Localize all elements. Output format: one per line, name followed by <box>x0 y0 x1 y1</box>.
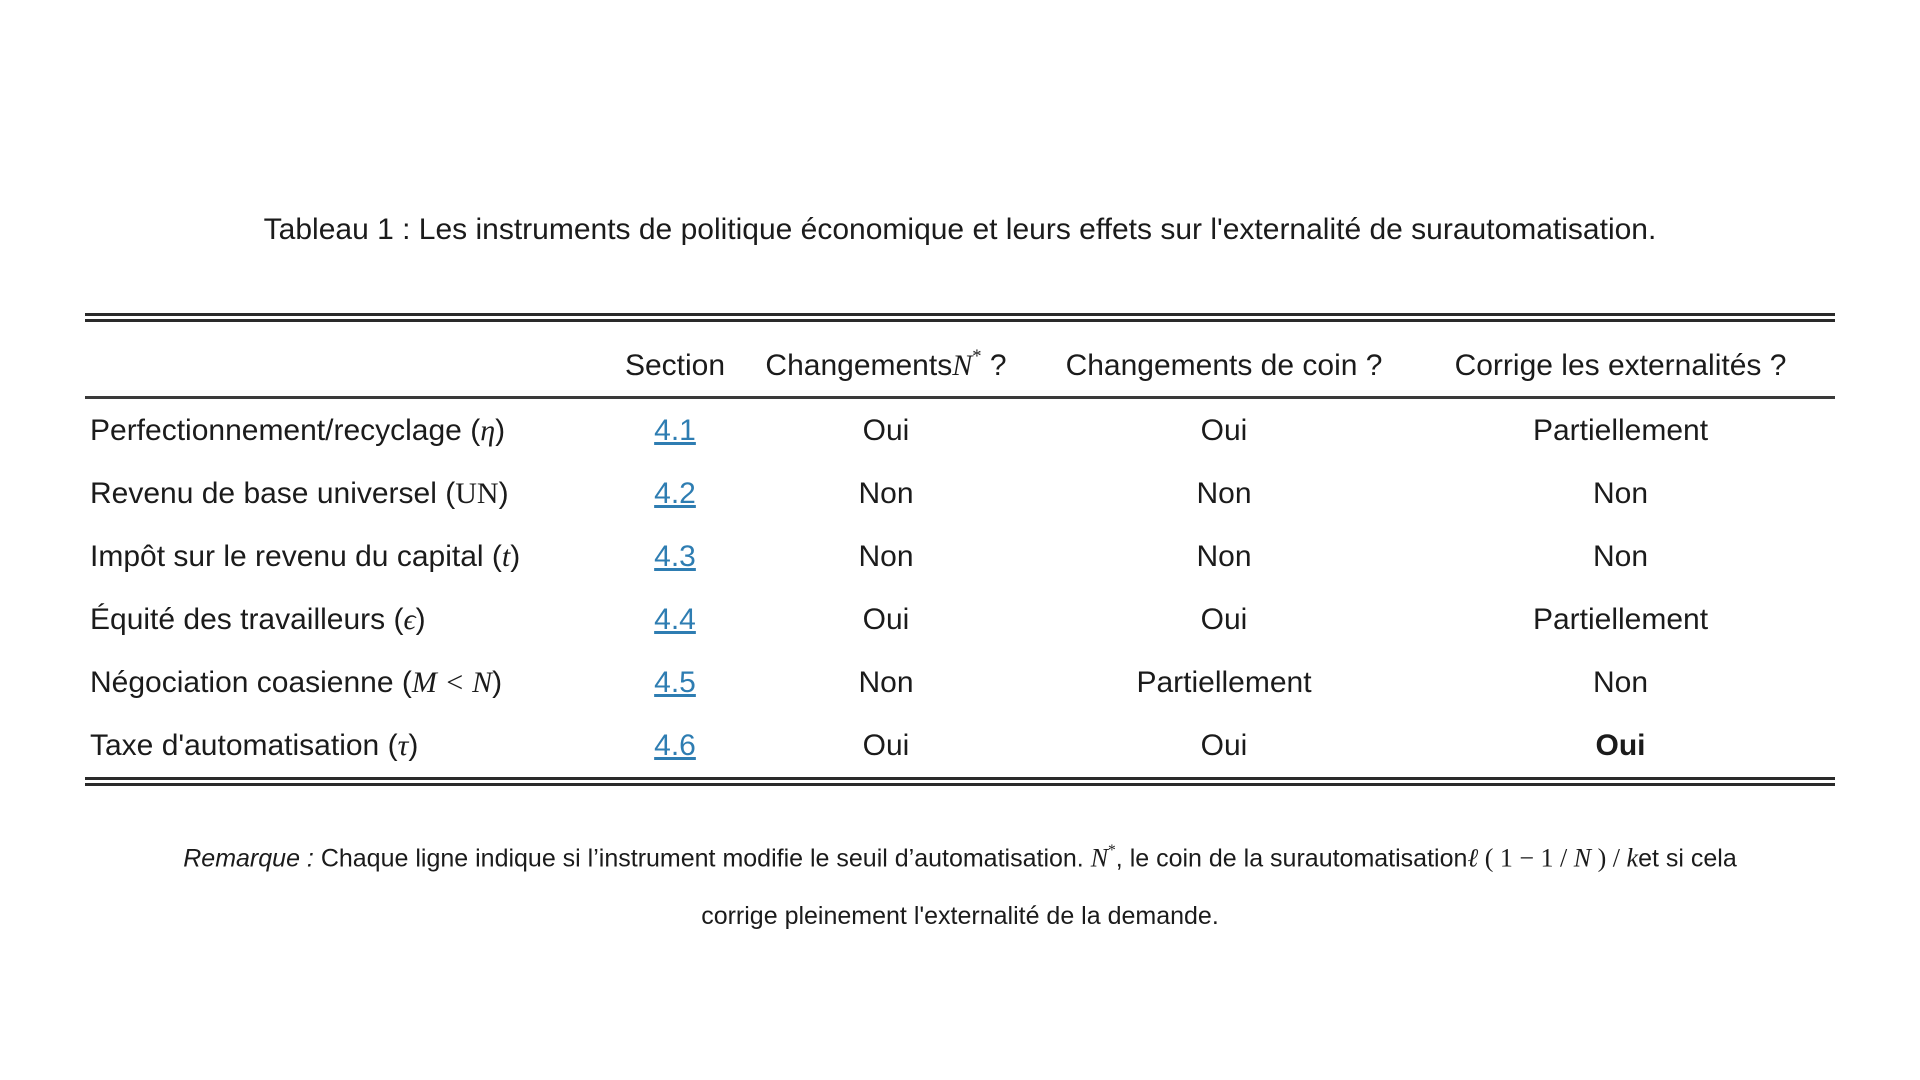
section-cell <box>620 588 730 651</box>
externalites-cell: Non <box>1592 476 1649 510</box>
section-link[interactable]: 4.6 <box>654 728 696 762</box>
row-label-text: Revenu de base universel ( <box>90 476 456 510</box>
coin-cell: Oui <box>1200 728 1248 762</box>
policy-table <box>85 313 1835 786</box>
externalites-cell: Partiellement <box>1532 602 1709 636</box>
coin-cell: Non <box>1196 539 1252 573</box>
externalites-cell: Partiellement <box>1532 413 1709 447</box>
nstar-cell: Non <box>858 476 914 510</box>
row-label-text: Perfectionnement/recyclage ( <box>90 413 481 447</box>
row-label-close: ) <box>495 413 506 447</box>
ell-symbol: ℓ <box>1467 843 1479 873</box>
row-label <box>85 398 620 463</box>
star-superscript: * <box>972 346 982 367</box>
policy-table-wrapper <box>85 313 1835 786</box>
m-less-n-expression: M < N <box>411 665 493 699</box>
header-section: Section <box>624 349 726 382</box>
row-label <box>85 525 620 588</box>
row-label-close: ) <box>498 476 509 510</box>
coin-cell: Partiellement <box>1136 665 1312 699</box>
nstar-cell: Non <box>858 665 914 699</box>
header-corrige-externalites: Corrige les externalités ? <box>1454 349 1787 382</box>
section-cell <box>620 525 730 588</box>
un-symbol: UN <box>455 476 499 510</box>
row-label-text: Équité des travailleurs ( <box>90 602 404 636</box>
fraction-expression: ( 1 − 1 / <box>1478 843 1574 873</box>
row-label-close: ) <box>492 665 503 699</box>
footnote-text: , le coin de la surautomatisation <box>1115 844 1468 873</box>
footnote-text: Chaque ligne indique si l’instrument modifie le seuil d’automatisation. <box>313 844 1091 873</box>
section-link[interactable]: 4.1 <box>654 413 696 447</box>
n-variable: N <box>1573 843 1592 873</box>
table-row <box>85 588 1835 651</box>
header-changements-coin: Changements de coin ? <box>1065 349 1383 382</box>
header-row <box>85 318 1835 398</box>
nstar-cell: Non <box>858 539 914 573</box>
epsilon-symbol: ϵ <box>403 602 416 636</box>
externalites-cell: Oui <box>1595 728 1646 762</box>
n-variable: N <box>1090 843 1109 873</box>
row-label-text: Taxe d'automatisation ( <box>90 728 398 762</box>
n-variable: N <box>952 349 973 382</box>
row-label-close: ) <box>408 728 419 762</box>
section-cell <box>620 398 730 463</box>
footnote-line2: corrige pleinement l'externalité de la demande. <box>701 902 1219 931</box>
coin-cell: Oui <box>1200 602 1248 636</box>
section-link[interactable]: 4.5 <box>654 665 696 699</box>
row-label <box>85 462 620 525</box>
section-link[interactable]: 4.2 <box>654 476 696 510</box>
nstar-cell: Oui <box>862 602 910 636</box>
star-superscript: * <box>1108 842 1116 859</box>
fraction-close: ) / <box>1591 843 1627 873</box>
table-row <box>85 462 1835 525</box>
row-label <box>85 588 620 651</box>
table-caption: Tableau 1 : Les instruments de politique économique et leurs effets sur l'externalité de surautomatisation. <box>263 213 1657 246</box>
coin-cell: Oui <box>1200 413 1248 447</box>
table-row <box>85 525 1835 588</box>
row-label <box>85 714 620 782</box>
header-changements-nstar <box>730 318 1042 398</box>
table-row <box>85 651 1835 714</box>
row-label-text: Négociation coasienne ( <box>90 665 412 699</box>
section-link[interactable]: 4.3 <box>654 539 696 573</box>
coin-cell: Non <box>1196 476 1252 510</box>
row-label <box>85 651 620 714</box>
section-cell <box>620 462 730 525</box>
table-row <box>85 714 1835 782</box>
section-cell <box>620 714 730 782</box>
k-variable: k <box>1626 843 1639 873</box>
nstar-cell: Oui <box>862 413 910 447</box>
header-nstar-prefix: Changements <box>765 349 953 382</box>
externalites-cell: Non <box>1592 539 1649 573</box>
row-label-close: ) <box>415 602 426 636</box>
row-label-close: ) <box>510 539 521 573</box>
section-link[interactable]: 4.4 <box>654 602 696 636</box>
eta-symbol: η <box>480 413 496 447</box>
remark-label: Remarque : <box>183 844 314 873</box>
nstar-cell: Oui <box>862 728 910 762</box>
section-cell <box>620 651 730 714</box>
t-symbol: t <box>501 539 511 573</box>
externalites-cell: Non <box>1592 665 1649 699</box>
header-instrument <box>85 318 620 398</box>
tau-symbol: τ <box>397 728 409 762</box>
table-row <box>85 398 1835 463</box>
footnote-text: et si cela <box>1638 844 1737 873</box>
row-label-text: Impôt sur le revenu du capital ( <box>90 539 502 573</box>
table-footnote <box>0 824 1920 945</box>
header-nstar-question: ? <box>981 349 1007 382</box>
